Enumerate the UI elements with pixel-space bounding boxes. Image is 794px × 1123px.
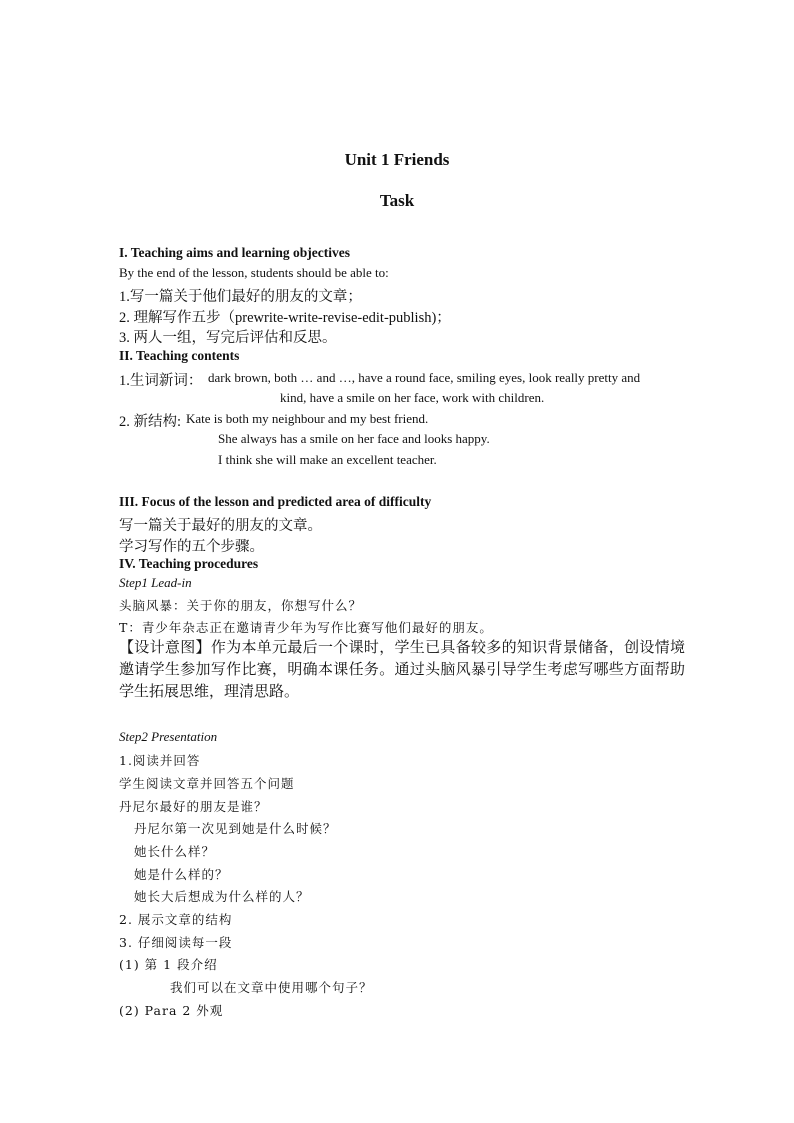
step2-line-9: 3. 仔细阅读每一段 xyxy=(119,935,233,950)
structure-line-1: Kate is both my neighbour and my best friend. xyxy=(186,411,429,426)
section-heading-aims: I. Teaching aims and learning objectives xyxy=(119,245,351,260)
document-title: Unit 1 Friends xyxy=(344,150,450,169)
document-subtitle: Task xyxy=(379,191,415,210)
vocab-line-1: dark brown, both … and …, have a round face, smiling eyes, look really pretty and xyxy=(208,370,641,385)
step1-teacher-line: T：青少年杂志正在邀请青少年为写作比赛写他们最好的朋友。 xyxy=(119,620,493,635)
step2-line-7: 她长大后想成为什么样的人？ xyxy=(134,889,310,904)
aims-intro: By the end of the lesson, students should be able to: xyxy=(119,265,389,280)
step2-line-2: 学生阅读文章并回答五个问题 xyxy=(119,776,295,791)
focus-line-2: 学习写作的五个步骤。 xyxy=(119,539,264,555)
section-heading-focus: III. Focus of the lesson and predicted area of difficulty xyxy=(119,494,432,509)
section-heading-contents: II. Teaching contents xyxy=(119,348,240,363)
vocab-line-2: kind, have a smile on her face, work with children. xyxy=(280,390,545,405)
step1-brainstorm: 头脑风暴：关于你的朋友，你想写什么？ xyxy=(119,598,363,613)
aims-item-1: 1.写一篇关于他们最好的朋友的文章； xyxy=(119,289,362,305)
structure-line-2: She always has a smile on her face and looks happy. xyxy=(218,431,490,446)
structure-label: 2. 新结构: xyxy=(119,414,182,430)
step2-line-10: (1) 第 1 段介绍 xyxy=(119,957,218,972)
step2-line-5: 她长什么样？ xyxy=(134,844,216,859)
step2-title: Step2 Presentation xyxy=(119,729,218,744)
step2-line-4: 丹尼尔第一次见到她是什么时候？ xyxy=(134,821,337,836)
step1-design-intent: 【设计意图】作为本单元最后一个课时，学生已具备较多的知识背景储备，创设情境邀请学生参加写作比赛，明确本课任务。通过头脑风暴引导学生考虑写哪些方面帮助学生拓展思维，理清思路。 xyxy=(119,640,685,700)
step2-line-11: 我们可以在文章中使用哪个句子？ xyxy=(170,980,373,995)
vocab-label: 1.生词新词： xyxy=(119,373,203,389)
step2-line-6: 她是什么样的？ xyxy=(134,867,229,882)
aims-item-3: 3. 两人一组，写完后评估和反思。 xyxy=(119,330,337,346)
focus-line-1: 写一篇关于最好的朋友的文章。 xyxy=(119,518,322,534)
step2-line-1: 1.阅读并回答 xyxy=(119,753,201,768)
aims-item-2: 2. 理解写作五步（prewrite-write-revise-edit-publish)； xyxy=(119,310,451,326)
step2-line-12: (2) Para 2 外观 xyxy=(119,1003,224,1018)
step2-line-8: 2. 展示文章的结构 xyxy=(119,912,233,927)
step1-title: Step1 Lead-in xyxy=(119,575,192,590)
section-heading-procedures: IV. Teaching procedures xyxy=(119,556,259,571)
structure-line-3: I think she will make an excellent teacher. xyxy=(218,452,437,467)
step2-line-3: 丹尼尔最好的朋友是谁？ xyxy=(119,799,268,814)
